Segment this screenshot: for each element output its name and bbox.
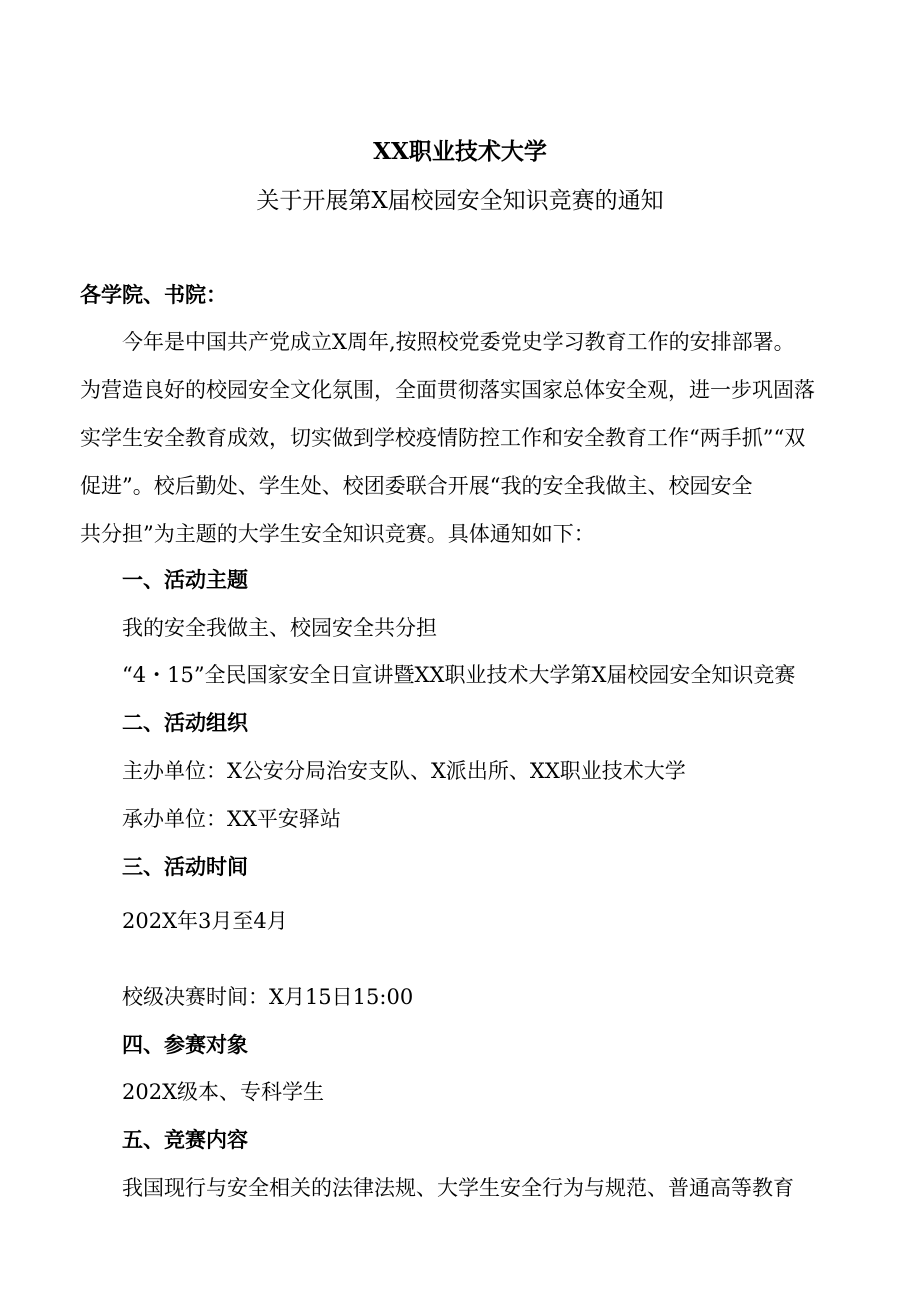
university-name: XX职业技术大学 — [373, 138, 547, 165]
final-time-line: 校级决赛时间：X月15日15:00 — [122, 985, 414, 1009]
section-heading-time: 三、活动时间 — [122, 854, 248, 879]
time-line: 202X年3月至4月 — [122, 909, 288, 933]
participants-line: 202X级本、专科学生 — [122, 1080, 325, 1104]
intro-line: 共分担”为主题的大学生安全知识竞赛。具体通知如下： — [80, 522, 595, 546]
section-heading-theme: 一、活动主题 — [122, 567, 248, 592]
section-heading-organization: 二、活动组织 — [122, 710, 248, 735]
theme-line: 我的安全我做主、校园安全共分担 — [122, 616, 437, 640]
organizer-line: 主办单位：X公安分局治安支队、X派出所、XX职业技术大学 — [122, 759, 686, 783]
section-heading-participants: 四、参赛对象 — [122, 1032, 248, 1057]
content-line: 我国现行与安全相关的法律法规、大学生安全行为与规范、普通高等教育 — [122, 1176, 794, 1200]
section-heading-content: 五、竞赛内容 — [122, 1127, 248, 1152]
intro-line: 今年是中国共产党成立X周年,按照校党委党史学习教育工作的安排部署。 — [122, 330, 795, 354]
salutation: 各学院、书院： — [80, 282, 227, 307]
intro-line: 促进”。校后勤处、学生处、校团委联合开展“我的安全我做主、校园安全 — [80, 474, 753, 498]
co-organizer-line: 承办单位：XX平安驿站 — [122, 807, 341, 831]
intro-line: 为营造良好的校园安全文化氛围，全面贯彻落实国家总体安全观，进一步巩固落 — [80, 378, 815, 402]
intro-line: 实学生安全教育成效，切实做到学校疫情防控工作和安全教育工作“两手抓”“双 — [80, 426, 806, 450]
theme-line: “4・15”全民国家安全日宣讲暨XX职业技术大学第X届校园安全知识竞赛 — [122, 663, 796, 687]
intro-paragraph — [80, 318, 840, 558]
notice-title: 关于开展第X届校园安全知识竞赛的通知 — [256, 188, 664, 214]
